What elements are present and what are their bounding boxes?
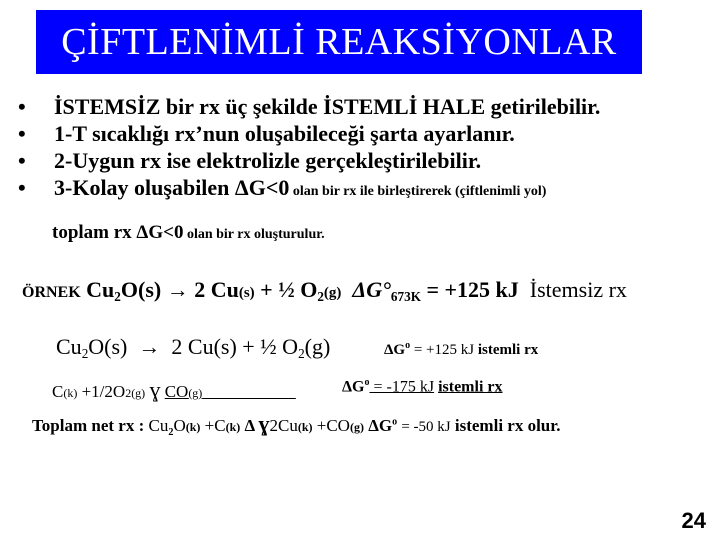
reaction-arrow-glyph: ɣ: [258, 411, 270, 436]
delta-g-value: = -175 kJ: [373, 378, 435, 396]
formula-part: 2 Cu(s) + ½ O: [171, 334, 299, 359]
bullet-text: 1-T sıcaklığı rx’nun oluşabileceği şarta ayarlanır.: [54, 121, 515, 146]
bullet-dot: •: [18, 175, 26, 200]
delta-g-label: ΔG: [384, 342, 406, 358]
state-label: (g): [304, 334, 331, 359]
state-label: (g): [349, 420, 364, 434]
underline-fill: [202, 382, 296, 401]
formula-part: + ½ O: [260, 277, 318, 302]
formula-part: O: [173, 416, 186, 435]
subscript: 2: [168, 427, 174, 438]
bullet-item: [18, 121, 708, 148]
subscript: 2: [114, 289, 121, 304]
delta-g-label: ΔG: [342, 378, 365, 396]
delta-g-value: = -50 kJ: [401, 419, 451, 435]
reaction-line-4: [32, 411, 561, 438]
example-line: [22, 277, 627, 305]
state-label: 2(g): [125, 386, 146, 400]
slide-title-bar: [36, 10, 642, 74]
reaction-status: istemli rx: [477, 342, 539, 358]
state-label: (k): [185, 420, 201, 434]
formula-part: +1/2O: [81, 382, 126, 401]
formula-part: Cu: [56, 334, 82, 359]
continuation-small: olan bir rx oluşturulur.: [183, 227, 325, 242]
reaction-arrow-glyph: ɣ: [149, 377, 161, 402]
bullet-dot: •: [18, 148, 26, 173]
delta-symbol: Δ: [244, 416, 255, 435]
bullet-item: [18, 94, 708, 121]
bullet-text-small: olan bir rx ile birleştirerek (çiftlenimli yol): [289, 184, 547, 199]
formula-part: O(s): [88, 334, 128, 359]
example-label: ÖRNEK: [22, 284, 81, 301]
reaction-status: istemli rx olur.: [454, 416, 561, 435]
continuation-text: toplam rx ΔG<0: [52, 222, 184, 243]
formula-part: Cu: [86, 277, 115, 302]
bullet-item: [18, 175, 708, 202]
net-reaction-label: Toplam net rx :: [32, 416, 145, 435]
delta-g-label: ΔG: [368, 416, 393, 435]
delta-g-value: = +125 kJ: [413, 342, 475, 358]
reaction-line-3-energy: [342, 377, 502, 396]
delta-g-label: ΔG°: [352, 277, 391, 302]
state-label: (k): [297, 420, 313, 434]
reaction-arrow: →: [166, 277, 189, 302]
reaction-status: istemli rx: [438, 378, 503, 396]
bullet-dot: •: [18, 94, 26, 119]
formula-part: O(s): [120, 277, 162, 302]
state-label: (k): [225, 420, 241, 434]
formula-part: 2 Cu: [194, 277, 239, 302]
page-number: 24: [681, 508, 706, 533]
degree-sign: o: [392, 416, 398, 428]
formula-part: +CO: [316, 416, 350, 435]
bullet-item: [18, 148, 708, 175]
delta-g-value: = +125 kJ: [426, 277, 519, 302]
formula-part: Cu: [148, 416, 169, 435]
reaction-line-3: [52, 377, 296, 403]
subscript: 673K: [390, 289, 421, 304]
subscript: 2: [317, 289, 324, 304]
formula-part: C: [52, 382, 64, 401]
reaction-arrow: →: [138, 334, 161, 359]
slide-title: ÇİFTLENİMLİ REAKSİYONLAR: [61, 21, 617, 63]
subscript: 2: [81, 346, 89, 361]
formula-part: +C: [204, 416, 226, 435]
reaction-line-2: [56, 334, 330, 362]
reaction-status: İstemsiz rx: [529, 277, 627, 302]
state-label: (s): [238, 285, 255, 301]
degree-sign: o: [405, 340, 411, 351]
bullet-text: 3-Kolay oluşabilen ΔG<0: [54, 175, 290, 200]
reaction-line-2-energy: [384, 340, 538, 359]
state-label: (g): [323, 285, 342, 301]
state-label: (k): [63, 386, 78, 400]
bullet-list: [18, 94, 708, 202]
formula-part: CO: [164, 382, 189, 401]
bullet-text: 2-Uygun rx ise elektrolizle gerçekleştirilebilir.: [54, 148, 482, 173]
degree-sign: o: [364, 377, 370, 388]
bullet-dot: •: [18, 121, 26, 146]
formula-part: 2Cu: [269, 416, 298, 435]
subscript: 2: [298, 346, 305, 361]
bullet-text: İSTEMSİZ bir rx üç şekilde İSTEMLİ HALE getirilebilir.: [54, 94, 601, 119]
bullet-continuation: [52, 222, 325, 244]
state-label: (g): [188, 386, 203, 400]
